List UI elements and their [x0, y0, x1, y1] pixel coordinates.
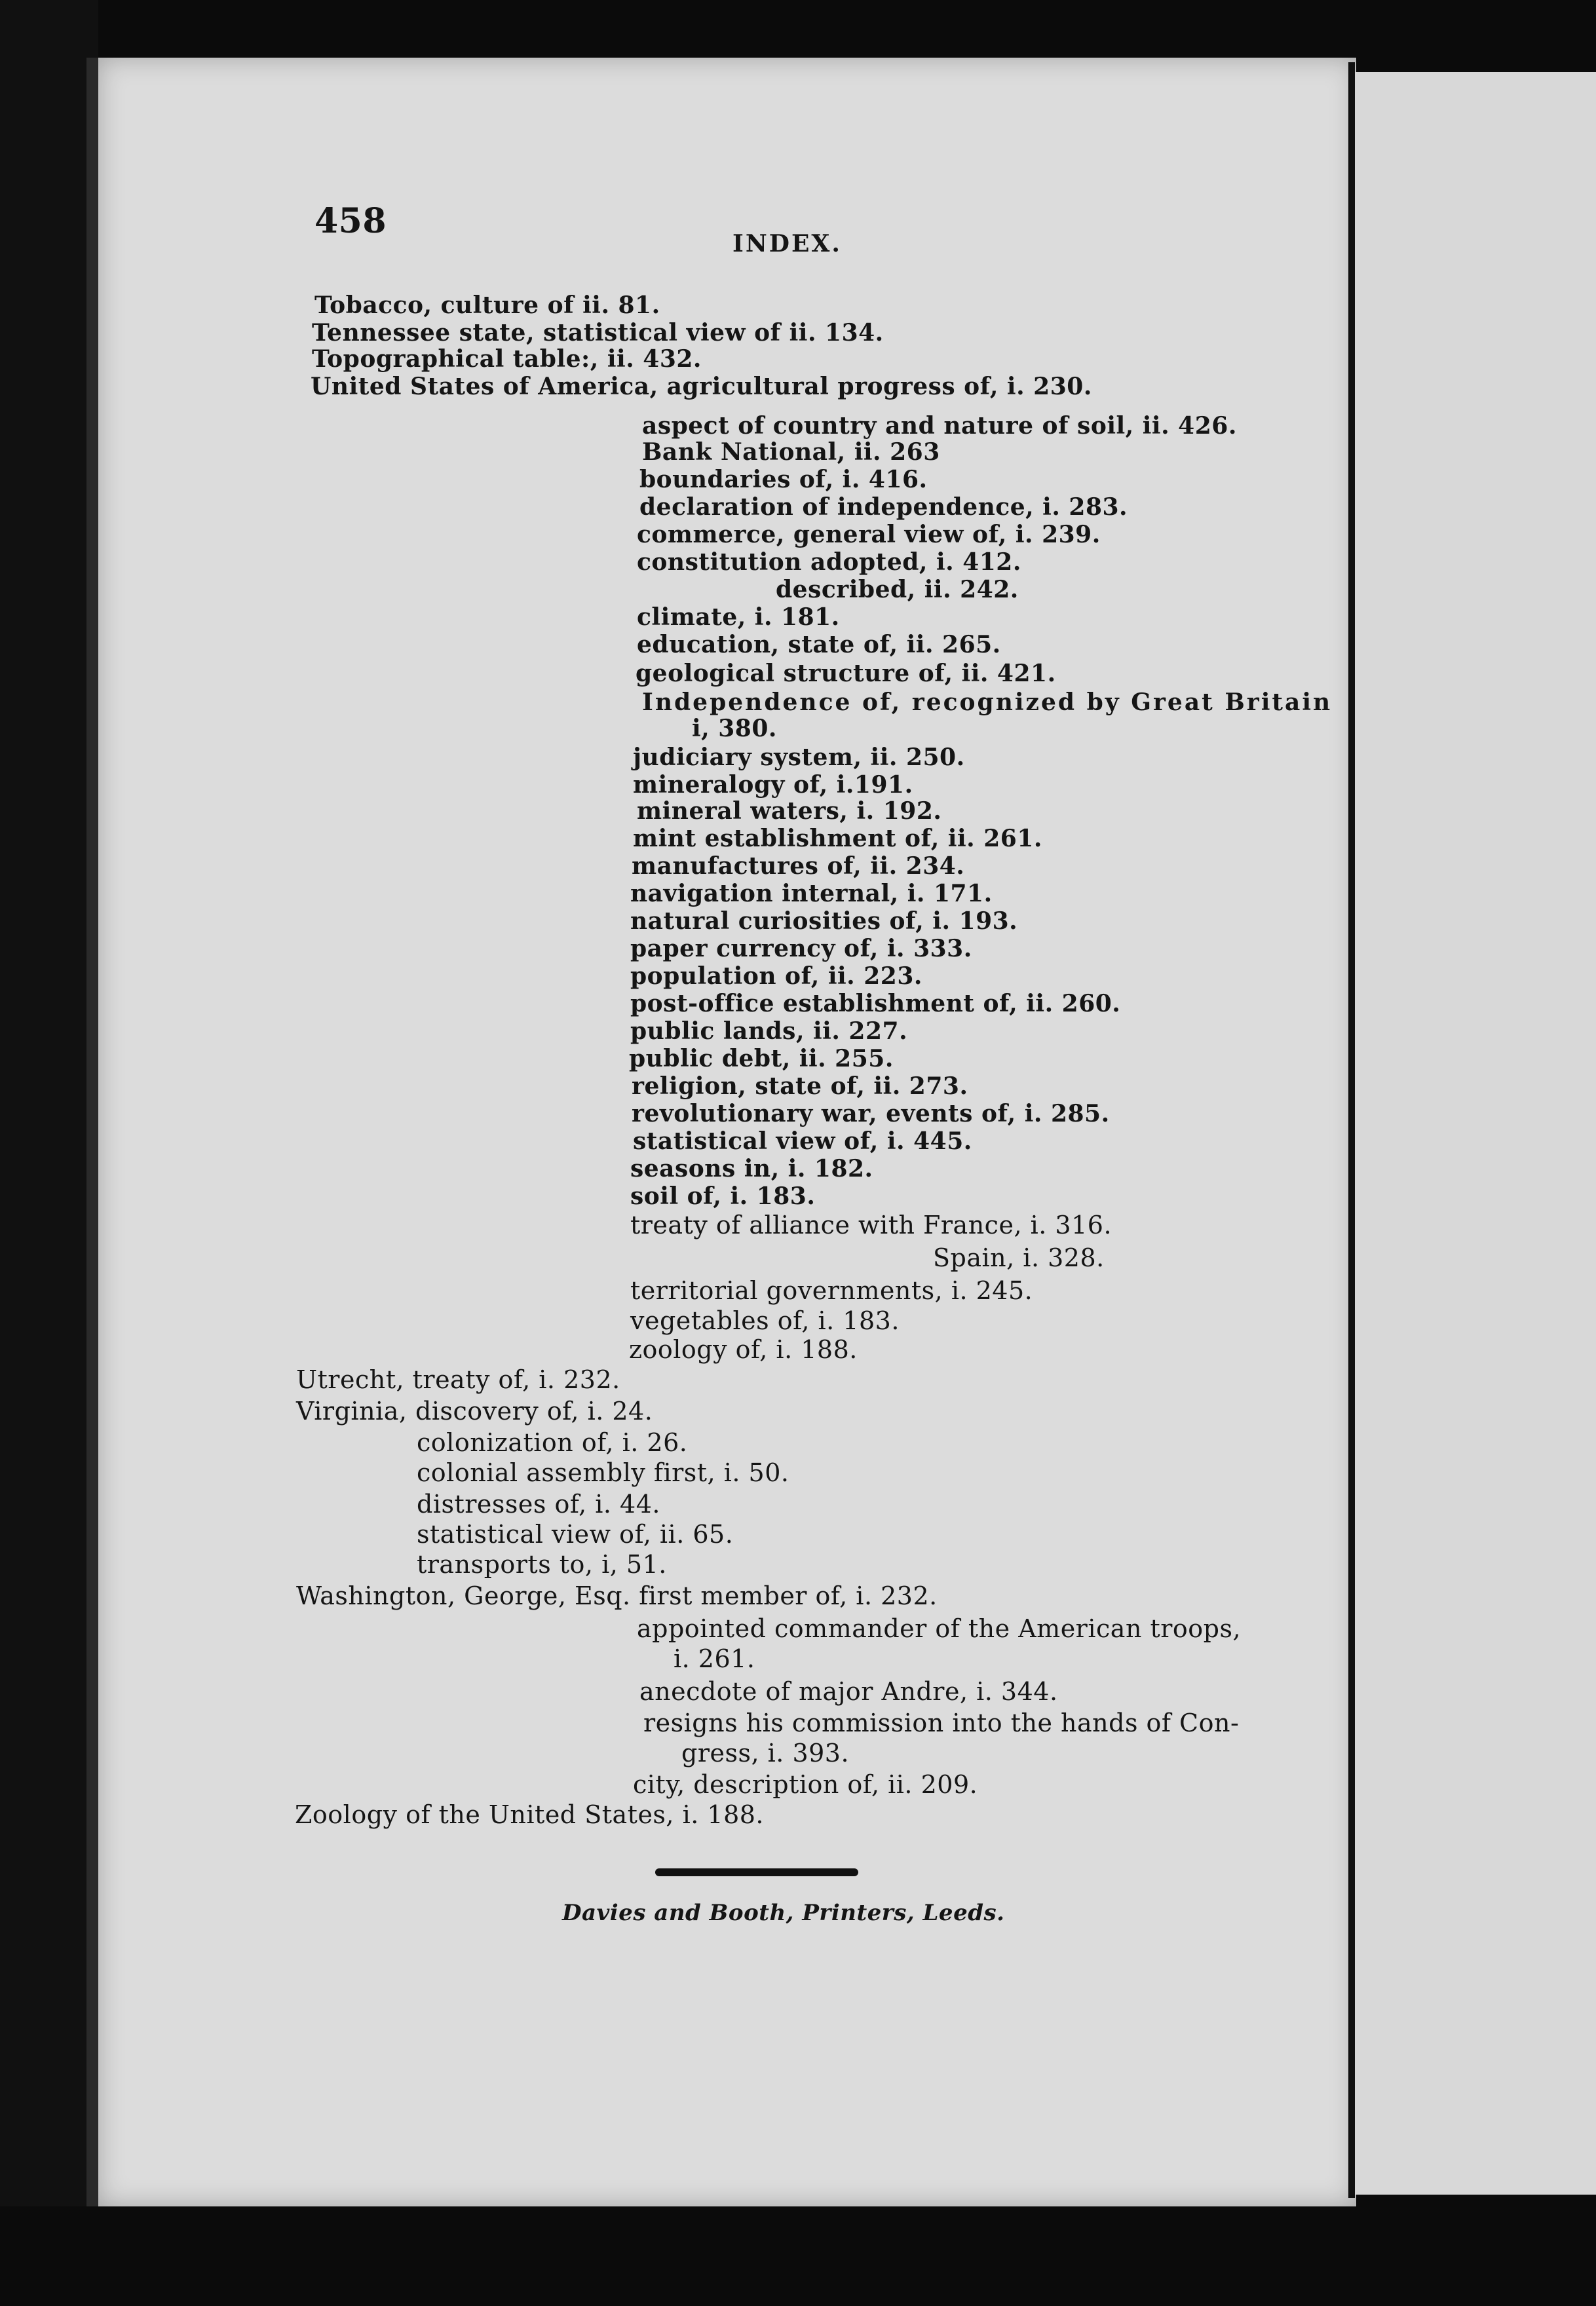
index-subentry: vegetables of, i. 183.	[630, 1306, 900, 1335]
index-subentry: mint establishment of, ii. 261.	[633, 825, 1042, 852]
index-entry: Zoology of the United States, i. 188.	[295, 1800, 765, 1829]
index-entry: Tobacco, culture of ii. 81.	[314, 292, 660, 319]
index-subentry: navigation internal, i. 171.	[630, 880, 993, 907]
index-subentry: Spain, i. 328.	[933, 1243, 1105, 1272]
page-number: 458	[314, 201, 387, 241]
index-subentry: public debt, ii. 255.	[629, 1045, 894, 1072]
index-subentry: religion, state of, ii. 273.	[632, 1072, 968, 1100]
index-entry: Washington, George, Esq. first member of, i. 232.	[296, 1581, 938, 1610]
index-subentry: natural curiosities of, i. 193.	[630, 907, 1018, 935]
index-entry: Virginia, discovery of, i. 24.	[296, 1397, 653, 1426]
index-subentry: manufactures of, ii. 234.	[632, 852, 965, 880]
index-subentry: city, description of, ii. 209.	[633, 1770, 978, 1799]
index-subentry: boundaries of, i. 416.	[639, 466, 928, 493]
index-subentry: paper currency of, i. 333.	[630, 935, 972, 962]
index-subentry: aspect of country and nature of soil, ii. 426.	[642, 412, 1237, 440]
index-subentry: statistical view of, i. 445.	[633, 1127, 972, 1155]
index-subentry: gress, i. 393.	[681, 1739, 850, 1767]
index-subentry: treaty of alliance with France, i. 316.	[630, 1211, 1112, 1239]
index-subentry: zoology of, i. 188.	[629, 1335, 858, 1364]
index-entry: Topographical table:, ii. 432.	[312, 345, 702, 373]
index-subentry: anecdote of major Andre, i. 344.	[639, 1677, 1058, 1706]
index-entry: Utrecht, treaty of, i. 232.	[296, 1365, 620, 1394]
index-subentry: revolutionary war, events of, i. 285.	[632, 1100, 1110, 1127]
index-subentry: described, ii. 242.	[776, 576, 1019, 603]
scan-border	[0, 2206, 1596, 2306]
index-subentry: resigns his commission into the hands of Con-	[643, 1709, 1240, 1737]
index-subentry: colonization of, i. 26.	[417, 1428, 688, 1457]
page-divider	[1348, 62, 1355, 2198]
index-subentry: colonial assembly first, i. 50.	[417, 1458, 789, 1487]
index-subentry: statistical view of, ii. 65.	[417, 1520, 734, 1549]
index-subentry: mineralogy of, i.191.	[633, 771, 913, 799]
index-subentry: constitution adopted, i. 412.	[637, 548, 1021, 576]
index-subentry: climate, i. 181.	[637, 603, 840, 631]
facing-page	[1355, 72, 1596, 2195]
index-subentry: appointed commander of the American troops,	[637, 1614, 1242, 1643]
index-subentry: post-office establishment of, ii. 260.	[630, 990, 1121, 1017]
index-subentry: Bank National, ii. 263	[642, 438, 940, 466]
index-subentry: commerce, general view of, i. 239.	[637, 521, 1101, 548]
index-subentry: education, state of, ii. 265.	[637, 631, 1001, 658]
index-subentry: mineral waters, i. 192.	[637, 797, 942, 825]
index-subentry: transports to, i, 51.	[417, 1550, 667, 1579]
index-subentry: geological structure of, ii. 421.	[636, 660, 1056, 687]
index-subentry: i. 261.	[674, 1644, 755, 1673]
left-spine	[0, 0, 98, 2306]
index-subentry: Independence of, recognized by Great Britain	[642, 689, 1333, 716]
index-entry: United States of America, agricultural progress of, i. 230.	[311, 373, 1092, 400]
index-subentry: declaration of independence, i. 283.	[639, 493, 1128, 521]
index-subentry: i, 380.	[692, 715, 777, 742]
index-subentry: soil of, i. 183.	[630, 1182, 816, 1210]
printer-imprint: Davies and Booth, Printers, Leeds.	[562, 1900, 1005, 1926]
index-subentry: territorial governments, i. 245.	[630, 1276, 1033, 1305]
index-subentry: population of, ii. 223.	[630, 962, 922, 990]
index-subentry: distresses of, i. 44.	[417, 1490, 660, 1519]
index-entry: Tennessee state, statistical view of ii. 134.	[312, 319, 884, 347]
index-subentry: public lands, ii. 227.	[630, 1017, 908, 1045]
index-subentry: judiciary system, ii. 250.	[633, 744, 965, 771]
page-title: INDEX.	[732, 230, 842, 257]
closing-rule	[655, 1868, 858, 1876]
index-subentry: seasons in, i. 182.	[630, 1155, 873, 1182]
